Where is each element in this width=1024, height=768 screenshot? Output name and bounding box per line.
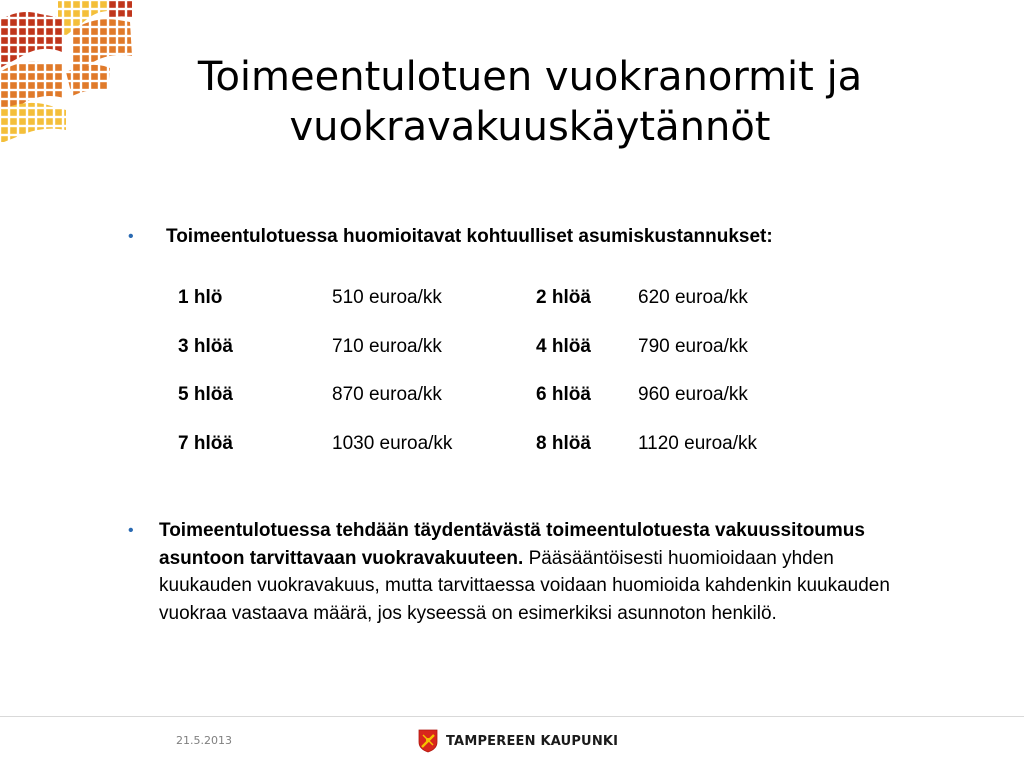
rent-amount: 870 euroa/kk (332, 384, 442, 406)
bullet-rent-deposit-normal: Pääsääntöisesti huomioidaan yhden kuukauden vuokravakuus, mutta tarvittaessa voidaan huomioida kahdenkin kuukauden vuokraa vastaava määrä, jos kyseessä on esimerkiksi asunnoton henkilö. (159, 547, 890, 624)
slide-title-line2: vuokravakuuskäytännöt (289, 104, 771, 150)
household-size: 3 hlöä (178, 335, 233, 357)
household-size: 6 hlöä (536, 384, 591, 406)
table-row (178, 323, 818, 372)
bullet-rent-norms (128, 223, 928, 250)
household-size: 7 hlöä (178, 432, 233, 454)
household-size: 8 hlöä (536, 432, 591, 454)
household-size: 1 hlö (178, 287, 223, 309)
footer-org-name: TAMPEREEN KAUPUNKI (446, 733, 619, 749)
table-row (178, 420, 818, 469)
footer-date: 21.5.2013 (176, 734, 232, 747)
rent-amount: 960 euroa/kk (638, 384, 748, 406)
footer-divider (0, 716, 1024, 717)
table-row (178, 274, 818, 323)
household-size: 2 hlöä (536, 287, 591, 309)
bullet-dot-icon: • (128, 522, 134, 539)
slide-title-line1: Toimeentulotuen vuokranormit ja (197, 54, 863, 100)
rent-amount: 710 euroa/kk (332, 335, 442, 357)
woven-grid-logo (0, 0, 140, 145)
rent-amount: 510 euroa/kk (332, 287, 442, 309)
bullet-rent-deposit-text (159, 517, 899, 627)
rent-amount: 1120 euroa/kk (638, 432, 758, 454)
rent-amount: 790 euroa/kk (638, 335, 748, 357)
bullet-rent-deposit (128, 517, 928, 627)
tampere-coat-of-arms-icon (418, 729, 438, 753)
rent-amount: 620 euroa/kk (638, 287, 748, 309)
household-size: 5 hlöä (178, 384, 233, 406)
household-size: 4 hlöä (536, 335, 591, 357)
bullet-rent-deposit-bold: Toimeentulotuessa tehdään täydentävästä toimeentulotuesta vakuussitoumus asuntoon tarvittavaan vuokravakuuteen. (159, 520, 865, 569)
footer-org-logo (418, 729, 618, 753)
rent-norm-table (178, 274, 818, 468)
slide-title (140, 52, 920, 152)
bullet-rent-norms-text: Toimeentulotuessa huomioitavat kohtuulliset asumiskustannukset: (166, 226, 773, 247)
table-row (178, 371, 818, 420)
bullet-dot-icon: • (128, 228, 134, 245)
rent-amount: 1030 euroa/kk (332, 432, 453, 454)
